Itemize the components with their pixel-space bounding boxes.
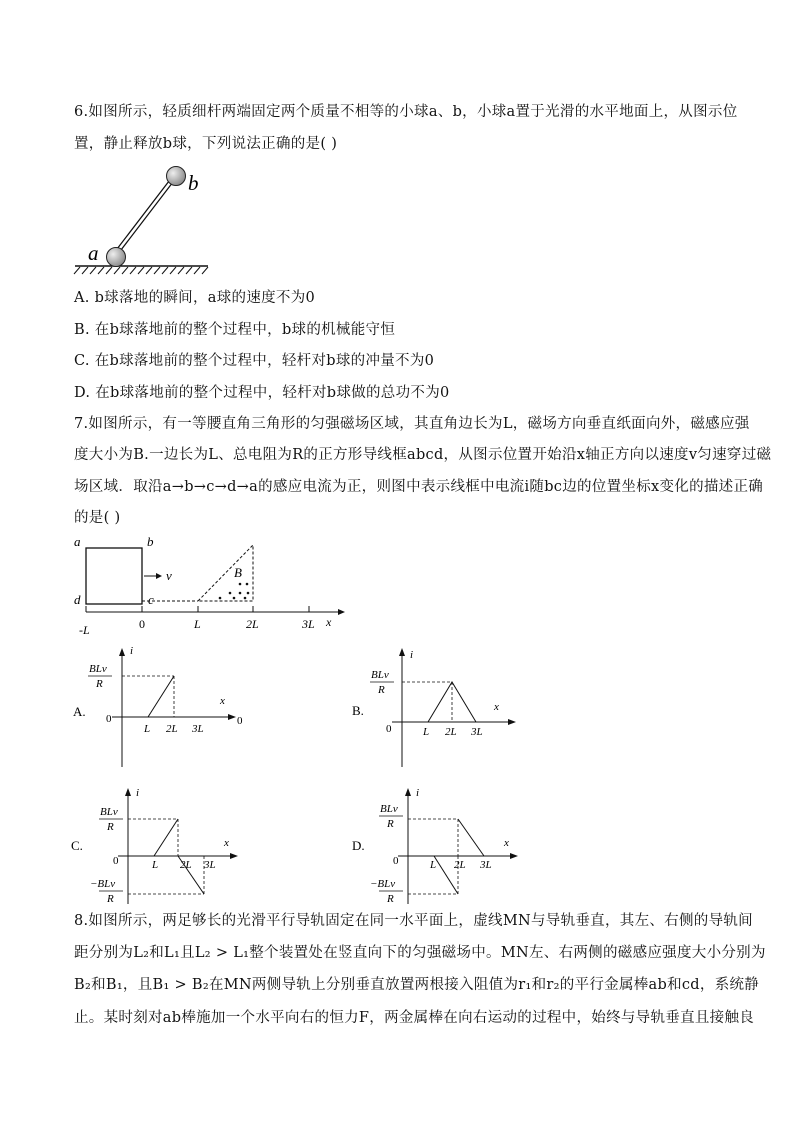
q6-option-b: B. 在b球落地前的整个过程中，b球的机械能守恒 [74, 322, 396, 338]
corner-d-label: d [74, 592, 81, 607]
corner-b-label: b [147, 534, 154, 549]
graph-d-tick-l: L [430, 859, 437, 871]
q6-option-a: A. b球落地的瞬间，a球的速度不为0 [74, 290, 316, 306]
option-a-label: A. [73, 704, 86, 719]
graph-c-pos-num: BLv [100, 806, 118, 818]
graph-d-pos-num: BLv [380, 803, 398, 815]
graph-b-pos-num: BLv [371, 669, 389, 681]
axis-x-label: x [326, 615, 332, 629]
q8-line-4: 止。某时刻对ab棒施加一个水平向右的恒力F，两金属棒在向右运动的过程中，始终与导轨垂直且接触良 [74, 1010, 755, 1026]
graph-b-origin: 0 [386, 723, 392, 735]
graph-c-tick-l: L [152, 859, 159, 871]
magnetic-field-region [198, 545, 253, 601]
graph-b-tick-2l: 2L [445, 726, 457, 738]
graph-a-origin: 0 [106, 713, 112, 725]
graph-c-tick-3l: 3L [204, 859, 216, 871]
graph-a-tick-end: 0 [237, 715, 243, 727]
graph-a-tick-l: L [144, 723, 151, 735]
graph-a-tick-3l: 3L [192, 723, 204, 735]
q6-option-c: C. 在b球落地前的整个过程中，轻杆对b球的冲量不为0 [74, 353, 435, 369]
q7-main-figure [70, 532, 360, 642]
corner-c-label: c [148, 592, 154, 607]
ball-a-label: a [88, 241, 99, 265]
graph-a-curve [148, 676, 174, 717]
q7-graph-c [70, 782, 270, 907]
q7-graph-b [350, 642, 550, 777]
graph-c-curve-up [154, 819, 178, 856]
graph-c-neg-num: −BLv [90, 878, 116, 890]
tick-label-neg-l: -L [79, 623, 90, 637]
graph-a-ylabel: i [130, 645, 134, 657]
graph-c-origin: 0 [113, 855, 119, 867]
tick-label-2l: 2L [246, 617, 259, 631]
graph-a-pos-den: R [96, 678, 103, 690]
graph-b-xlabel: x [494, 701, 499, 713]
q7-stem-line-3: 场区域．取沿a→b→c→d→a的感应电流为正，则图中表示线框中电流i随bc边的位置坐标x变化的描述正确 [74, 479, 764, 495]
tick-label-3l: 3L [302, 617, 315, 631]
q7-stem-line-1: 7.如图所示，有一等腰直角三角形的匀强磁场区域，其直角边长为L，磁场方向垂直纸面向外，磁感应强 [74, 416, 750, 432]
graph-d-ylabel: i [416, 787, 420, 799]
ball-b [167, 167, 186, 186]
graph-a-xlabel: x [220, 695, 225, 707]
tick-label-0: 0 [139, 617, 145, 631]
option-c-label: C. [71, 838, 83, 853]
q8-line-1: 8.如图所示，两足够长的光滑平行导轨固定在同一水平面上，虚线MN与导轨垂直，其左、右侧的导轨间 [74, 913, 753, 929]
graph-a-tick-2l: 2L [166, 723, 178, 735]
graph-d-origin: 0 [393, 855, 399, 867]
graph-d-pos-den: R [387, 818, 394, 830]
ball-b-label: b [188, 171, 199, 195]
q6-option-d: D. 在b球落地前的整个过程中，轻杆对b球做的总功不为0 [74, 385, 450, 401]
graph-d-tick-3l: 3L [480, 859, 492, 871]
q7-stem-line-4: 的是( ) [74, 510, 121, 526]
option-b-label: B. [352, 703, 364, 718]
ball-a [107, 248, 126, 267]
q7-graph-a [70, 642, 270, 777]
graph-c-ylabel: i [136, 787, 140, 799]
q7-stem-line-2: 度大小为B.一边长为L、总电阻为R的正方形导线框abcd，从图示位置开始沿x轴正方向以速度v匀速穿过磁 [74, 447, 772, 463]
corner-a-label: a [74, 534, 81, 549]
option-d-label: D. [352, 838, 365, 853]
velocity-label: v [166, 568, 172, 583]
graph-b-tick-3l: 3L [471, 726, 483, 738]
q8-line-2: 距分别为L₂和L₁且L₂ > L₁整个装置处在竖直向下的匀强磁场中。MN左、右两侧的磁感应强度大小分别为 [74, 945, 766, 961]
q8-line-3: B₂和B₁，且B₁ > B₂在MN两侧导轨上分别垂直放置两根接入阻值为r₁和r₂的平行金属棒ab和cd，系统静 [74, 977, 760, 993]
graph-b-tick-l: L [423, 726, 430, 738]
graph-b-ylabel: i [410, 649, 414, 661]
graph-d-curve-up [458, 819, 484, 856]
graph-c-tick-2l: 2L [180, 859, 192, 871]
graph-b-pos-den: R [378, 684, 385, 696]
q6-rod-figure [70, 160, 220, 275]
graph-d-neg-den: R [387, 893, 394, 905]
tick-label-l: L [194, 617, 201, 631]
graph-a-pos-num: BLv [89, 663, 107, 675]
graph-d-neg-num: −BLv [370, 878, 396, 890]
graph-c-pos-den: R [107, 821, 114, 833]
square-loop [86, 548, 142, 604]
q6-stem-line-2: 置，静止释放b球，下列说法正确的是( ) [74, 136, 338, 152]
q6-stem-line-1: 6.如图所示，轻质细杆两端固定两个质量不相等的小球a、b，小球a置于光滑的水平地面上，从图示位 [74, 104, 738, 120]
field-label: B [234, 565, 242, 580]
graph-d-xlabel: x [504, 837, 509, 849]
graph-c-xlabel: x [224, 837, 229, 849]
q7-graph-d [350, 782, 550, 907]
graph-c-neg-den: R [107, 893, 114, 905]
graph-d-tick-2l: 2L [454, 859, 466, 871]
